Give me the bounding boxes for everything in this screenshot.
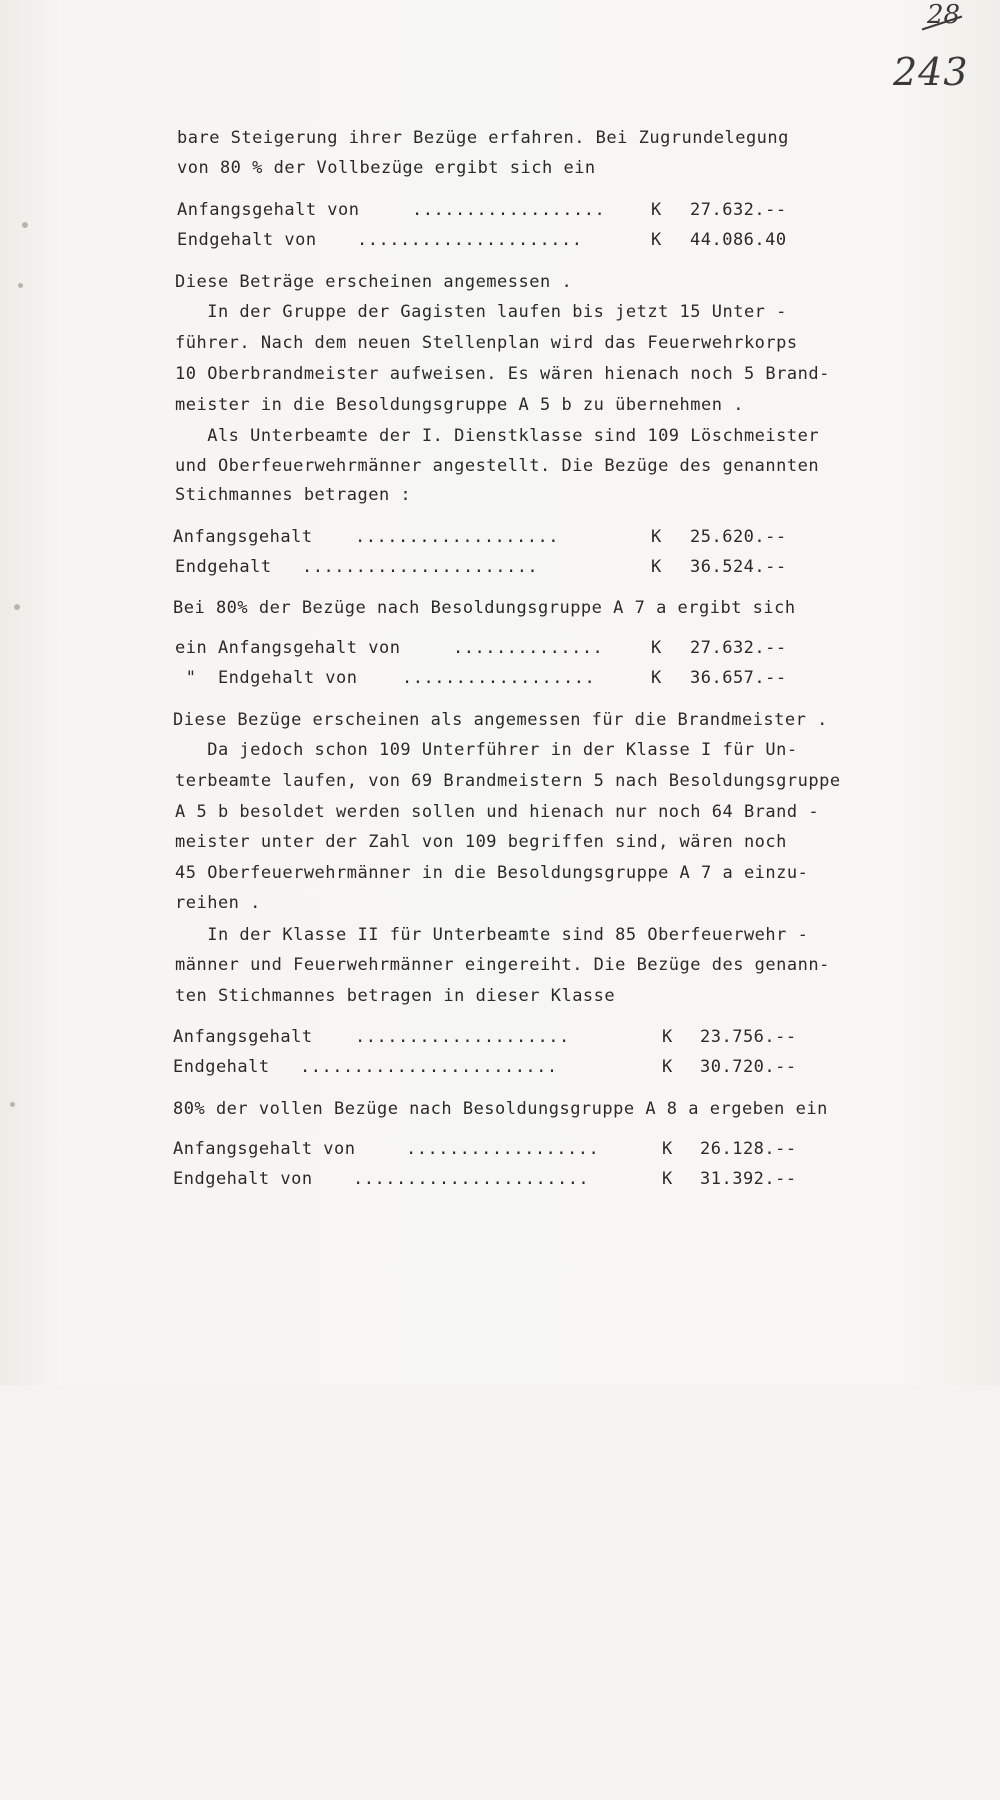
text-line: Diese Bezüge erscheinen als angemessen für die Brandmeister . <box>173 710 828 730</box>
table-row-dots: .................. <box>406 1139 600 1159</box>
table-row-currency: K <box>662 1027 673 1047</box>
text-line: und Oberfeuerwehrmänner angestellt. Die Bezüge des genannten <box>175 456 820 476</box>
table-row-label: Anfangsgehalt von <box>173 1139 356 1159</box>
table-row-currency: K <box>651 668 662 688</box>
text-line: In der Gruppe der Gagisten laufen bis jetzt 15 Unter - <box>175 302 787 322</box>
table-row-currency: K <box>651 638 662 658</box>
text-line: von 80 % der Vollbezüge ergibt sich ein <box>177 158 596 178</box>
table-row-value: 31.392.-- <box>700 1169 797 1189</box>
text-line: Als Unterbeamte der I. Dienstklasse sind 109 Löschmeister <box>175 426 820 446</box>
text-line: reihen . <box>175 893 261 913</box>
table-row-currency: K <box>662 1057 673 1077</box>
page-number: 243 <box>893 50 969 94</box>
text-line: führer. Nach dem neuen Stellenplan wird das Feuerwehrkorps <box>175 333 798 353</box>
crossed-page-number: 28 <box>927 0 961 30</box>
table-row-value: 23.756.-- <box>700 1027 797 1047</box>
table-row-label: Endgehalt <box>173 1057 270 1077</box>
table-row-value: 25.620.-- <box>690 527 787 547</box>
table-row-dots: .................. <box>402 668 596 688</box>
table-row-dots: ..................... <box>357 230 583 250</box>
text-line: A 5 b besoldet werden sollen und hienach nur noch 64 Brand - <box>175 802 820 822</box>
text-line: Bei 80% der Bezüge nach Besoldungsgruppe A 7 a ergibt sich <box>173 598 796 618</box>
text-line: terbeamte laufen, von 69 Brandmeistern 5 nach Besoldungsgruppe <box>175 771 841 791</box>
table-row-label: Endgehalt <box>175 557 272 577</box>
text-line: bare Steigerung ihrer Bezüge erfahren. Bei Zugrundelegung <box>177 128 789 148</box>
text-line: 10 Oberbrandmeister aufweisen. Es wären hienach noch 5 Brand- <box>175 364 830 384</box>
table-row-value: 27.632.-- <box>690 638 787 658</box>
table-row-currency: K <box>662 1169 673 1189</box>
text-line: 45 Oberfeuerwehrmänner in die Besoldungsgruppe A 7 a einzu- <box>175 863 809 883</box>
table-row-currency: K <box>651 230 662 250</box>
table-row-currency: K <box>651 200 662 220</box>
text-line: ten Stichmannes betragen in dieser Klasse <box>175 986 616 1006</box>
table-row-label: ein Anfangsgehalt von <box>175 638 401 658</box>
table-row-currency: K <box>662 1139 673 1159</box>
table-row-value: 36.524.-- <box>690 557 787 577</box>
table-row-value: 27.632.-- <box>690 200 787 220</box>
table-row-dots: .................. <box>412 200 606 220</box>
text-line: meister unter der Zahl von 109 begriffen sind, wären noch <box>175 832 787 852</box>
table-row-label: Endgehalt von <box>177 230 317 250</box>
table-row-label: Endgehalt von <box>173 1169 313 1189</box>
table-row-value: 26.128.-- <box>700 1139 797 1159</box>
table-row-dots: ...................... <box>353 1169 590 1189</box>
text-line: Diese Beträge erscheinen angemessen . <box>175 272 573 292</box>
table-row-value: 44.086.40 <box>690 230 787 250</box>
table-row-dots: .................... <box>355 1027 570 1047</box>
text-line: meister in die Besoldungsgruppe A 5 b zu übernehmen . <box>175 395 744 415</box>
table-row-currency: K <box>651 557 662 577</box>
table-row-label: Anfangsgehalt <box>173 1027 313 1047</box>
text-line: Stichmannes betragen : <box>175 485 412 505</box>
text-line: In der Klasse II für Unterbeamte sind 85 Oberfeuerwehr - <box>175 925 809 945</box>
table-row-value: 30.720.-- <box>700 1057 797 1077</box>
table-row-value: 36.657.-- <box>690 668 787 688</box>
table-row-dots: .............. <box>453 638 604 658</box>
table-row-label: Anfangsgehalt von <box>177 200 360 220</box>
text-line: Da jedoch schon 109 Unterführer in der Klasse I für Un- <box>175 740 798 760</box>
text-line: männer und Feuerwehrmänner eingereiht. Die Bezüge des genann- <box>175 955 830 975</box>
table-row-currency: K <box>651 527 662 547</box>
table-row-label: Anfangsgehalt <box>173 527 313 547</box>
text-line: 80% der vollen Bezüge nach Besoldungsgruppe A 8 a ergeben ein <box>173 1099 828 1119</box>
table-row-label: " Endgehalt von <box>175 668 358 688</box>
table-row-dots: ...................... <box>302 557 539 577</box>
table-row-dots: ................... <box>355 527 559 547</box>
table-row-dots: ........................ <box>300 1057 558 1077</box>
